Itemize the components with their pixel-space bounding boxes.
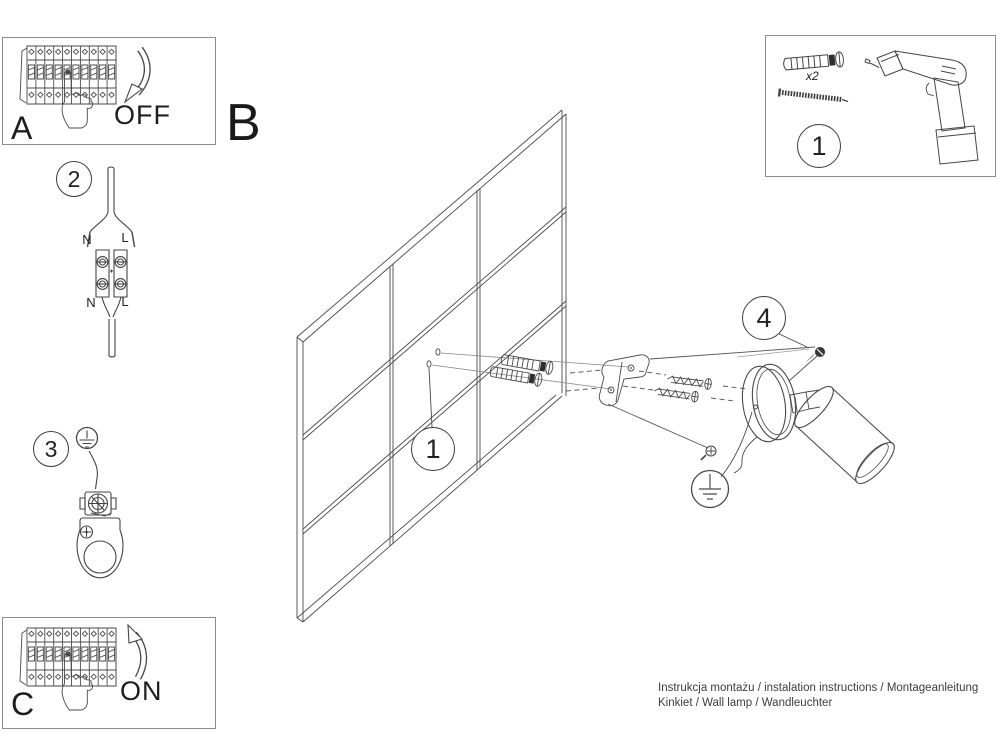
fixing-screw-top [805,347,825,363]
alignment-lines [432,353,629,389]
wall-plug-icon [489,365,543,387]
mounting-bracket [599,355,649,406]
mounting-plate [77,518,123,578]
ground-symbol-icon [692,471,729,508]
breaker-backplate [20,630,27,685]
breaker-modules [28,628,116,686]
ground-wire [89,451,97,489]
off-label: OFF [114,100,171,130]
footer-product-line: Kinkiet / Wall lamp / Wandleuchter [658,697,833,709]
panel-c-label: C [11,686,35,722]
mounting-screw-icon [667,374,712,390]
quantity-label: x2 [806,69,819,83]
step-circle-fix: 4 [742,296,786,340]
step-circle-tools: 1 [797,124,841,168]
panel-a-label: A [11,110,33,146]
hand-icon [62,653,93,710]
footer-title-line: Instrukcja montażu / instalation instructions / Montageanleitung [658,682,979,694]
section-label-b: B [226,94,261,152]
main-assembly-diagram [280,88,940,660]
fixing-screw-bottom [701,446,716,460]
lamp-shade [789,381,900,489]
wire-label-n-bottom: N [86,295,96,310]
mounting-screw-icon [654,386,699,403]
breaker-off-illustration [3,38,215,144]
hand-icon [62,71,93,128]
step4-leader-line [775,332,807,347]
wire-label-l-top: L [121,230,129,245]
step-circle-wall: 1 [411,427,455,471]
panel-breaker-on [2,617,216,729]
arrow-up-icon [128,625,144,678]
arrow-down-icon [125,49,147,102]
wire-label-n-top: N [82,232,92,247]
wire-label-l-bottom: L [121,294,129,309]
ground-terminal-cube [80,492,116,516]
breaker-modules [28,46,116,104]
wall-panel-grid [297,110,566,622]
breaker-on-illustration [3,618,215,728]
assembly-dashed-lines [566,370,747,401]
wall-holes [427,349,440,367]
step-circle-ground: 3 [33,431,69,467]
ground-symbol-icon [77,428,98,449]
panel-breaker-off [2,37,216,145]
terminal-block [96,250,127,297]
ground-wire [734,437,757,473]
breaker-backplate [20,48,27,103]
step-circle-wiring: 2 [56,161,92,197]
on-label: ON [120,676,163,706]
lamp-arm [790,390,820,413]
